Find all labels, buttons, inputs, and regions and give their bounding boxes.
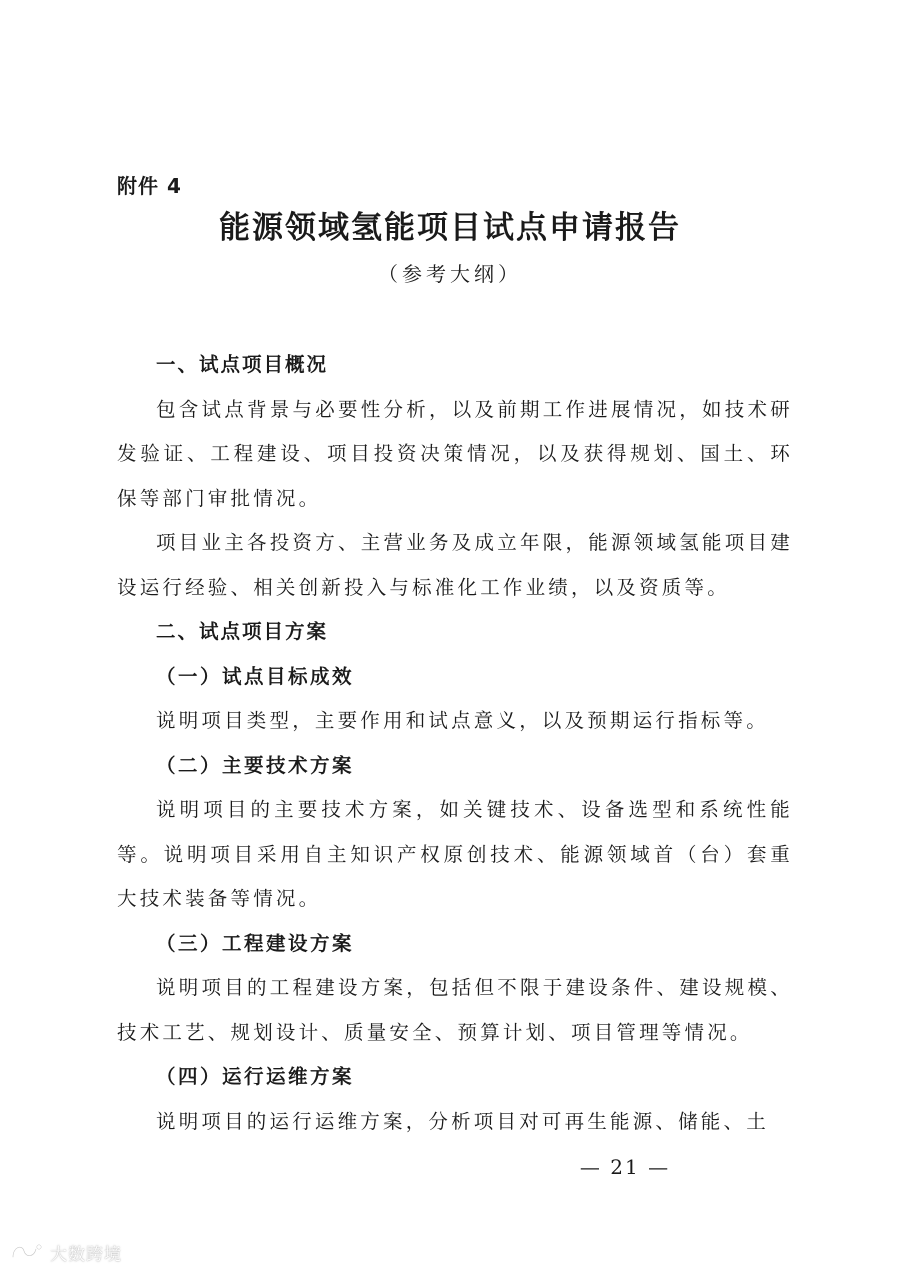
section-heading: 二、试点项目方案 xyxy=(156,620,329,643)
paragraph: 包含试点背景与必要性分析，以及前期工作进展情况，如技术研发验证、工程建设、项目投资决策情况，以及获得规划、国土、环保等部门审批情况。 xyxy=(117,397,793,510)
section-heading: 一、试点项目概况 xyxy=(156,353,329,376)
paragraph: 说明项目的主要技术方案，如关键技术、设备选型和系统性能等。说明项目采用自主知识产权原创技术、能源领域首（台）套重大技术装备等情况。 xyxy=(117,798,793,910)
paragraph: 说明项目类型，主要作用和试点意义，以及预期运行指标等。 xyxy=(156,709,769,732)
paragraph: 说明项目的工程建设方案，包括但不限于建设条件、建设规模、技术工艺、规划设计、质量安全、预算计划、项目管理等情况。 xyxy=(117,976,793,1044)
attachment-label: 附件 4 xyxy=(117,174,182,198)
page-subtitle: （参考大纲） xyxy=(378,262,522,286)
subsection-heading: （二）主要技术方案 xyxy=(156,753,355,777)
watermark xyxy=(10,1240,122,1265)
watermark-text: 大数跨境 xyxy=(50,1245,122,1265)
page-number: — 21 — xyxy=(579,1155,671,1179)
document-body xyxy=(117,343,793,1144)
paragraph: 项目业主各投资方、主营业务及成立年限，能源领域氢能项目建设运行经验、相关创新投入与标准化工作业绩，以及资质等。 xyxy=(117,531,793,599)
subsection-heading: （三）工程建设方案 xyxy=(156,931,355,955)
paragraph: 说明项目的运行运维方案，分析项目对可再生能源、储能、土 xyxy=(156,1109,769,1133)
page-title: 能源领域氢能项目试点申请报告 xyxy=(219,210,681,246)
logo-icon xyxy=(10,1241,44,1265)
subsection-heading: （四）运行运维方案 xyxy=(156,1065,355,1088)
subsection-heading: （一）试点目标成效 xyxy=(156,664,355,688)
